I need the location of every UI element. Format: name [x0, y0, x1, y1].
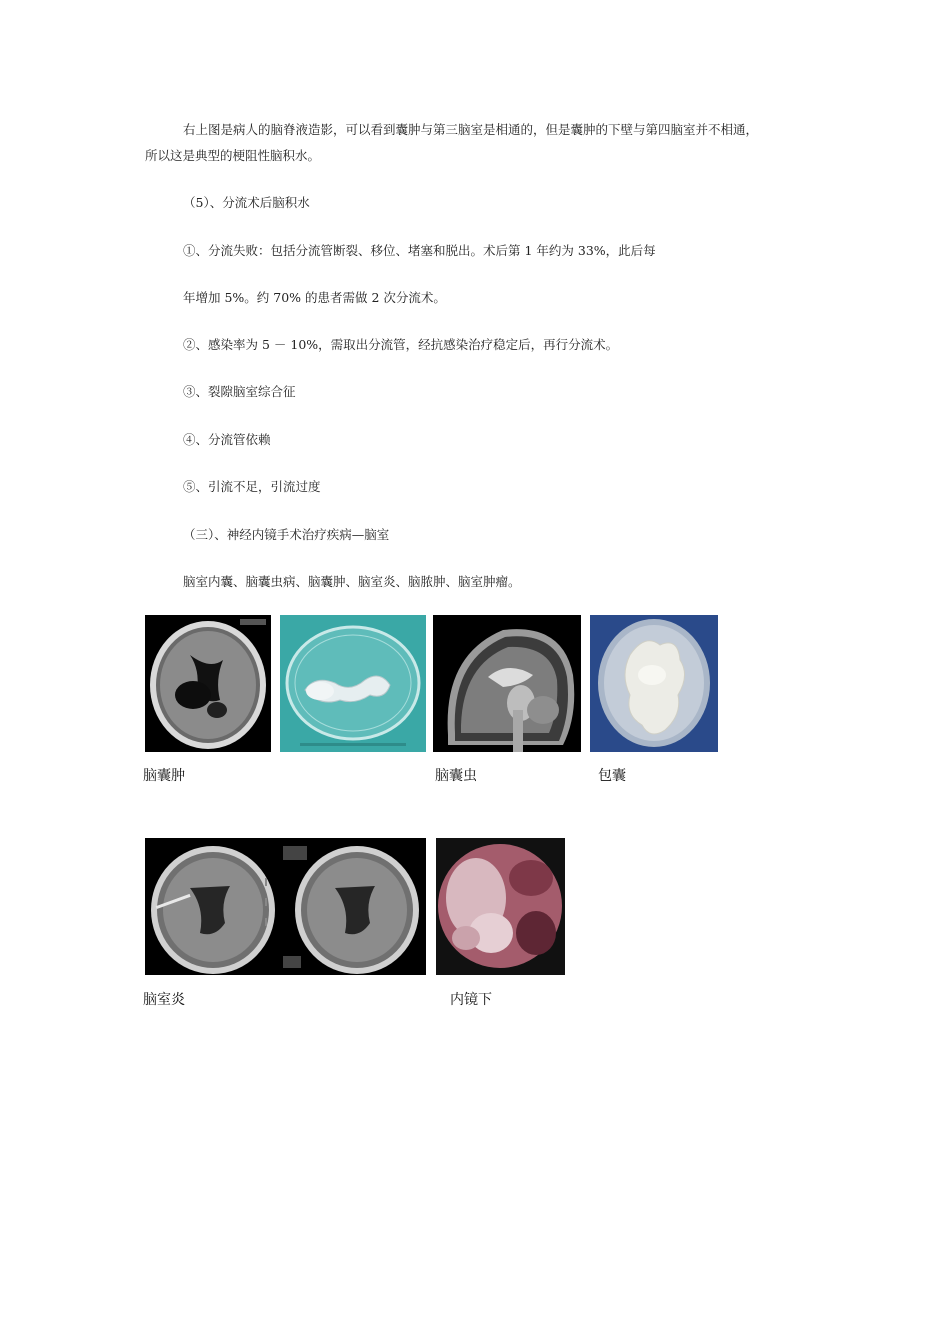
paragraph-1-line-1: 右上图是病人的脑脊液造影，可以看到囊肿与第三脑室是相通的，但是囊肿的下壁与第四脑室并不相通，	[183, 122, 759, 137]
caption-hydatid: 包囊	[598, 768, 626, 784]
caption-cysticercus: 脑囊虫	[435, 768, 477, 784]
caption-brain-cyst: 脑囊肿	[143, 768, 185, 784]
paragraph-shunt-dependence: ④、分流管依赖	[183, 432, 271, 447]
caption-ventriculitis: 脑室炎	[143, 992, 185, 1008]
paragraph-shunt-failure-line-1: ①、分流失败：包括分流管断裂、移位、堵塞和脱出。术后第 1 年约为 33%，此后每	[183, 243, 656, 258]
paragraph-section-heading: （三）、神经内镜手术治疗疾病—脑室	[183, 527, 390, 542]
paragraph-shunt-heading: （5）、分流术后脑积水	[183, 195, 310, 210]
paragraph-slit-ventricle: ③、裂隙脑室综合征	[183, 384, 296, 399]
endoscopic-view-image	[436, 838, 565, 975]
mri-sagittal-image	[433, 615, 581, 752]
caption-endoscopic: 内镜下	[450, 992, 492, 1008]
paragraph-disease-list: 脑室内囊、脑囊虫病、脑囊肿、脑室炎、脑脓肿、脑室肿瘤。	[183, 574, 521, 589]
ct-ventriculitis-image	[145, 838, 426, 975]
paragraph-infection-rate: ②、感染率为 5 － 10%，需取出分流管，经抗感染治疗稳定后，再行分流术。	[183, 337, 619, 352]
paragraph-drainage: ⑤、引流不足，引流过度	[183, 479, 321, 494]
paragraph-shunt-failure-line-2: 年增加 5%。约 70% 的患者需做 2 次分流术。	[183, 290, 446, 305]
ct-scan-cyst-image	[145, 615, 271, 752]
hydatid-cyst-image	[590, 615, 718, 752]
petri-dish-cyst-image	[280, 615, 426, 752]
paragraph-1-line-2: 所以这是典型的梗阻性脑积水。	[145, 148, 321, 163]
